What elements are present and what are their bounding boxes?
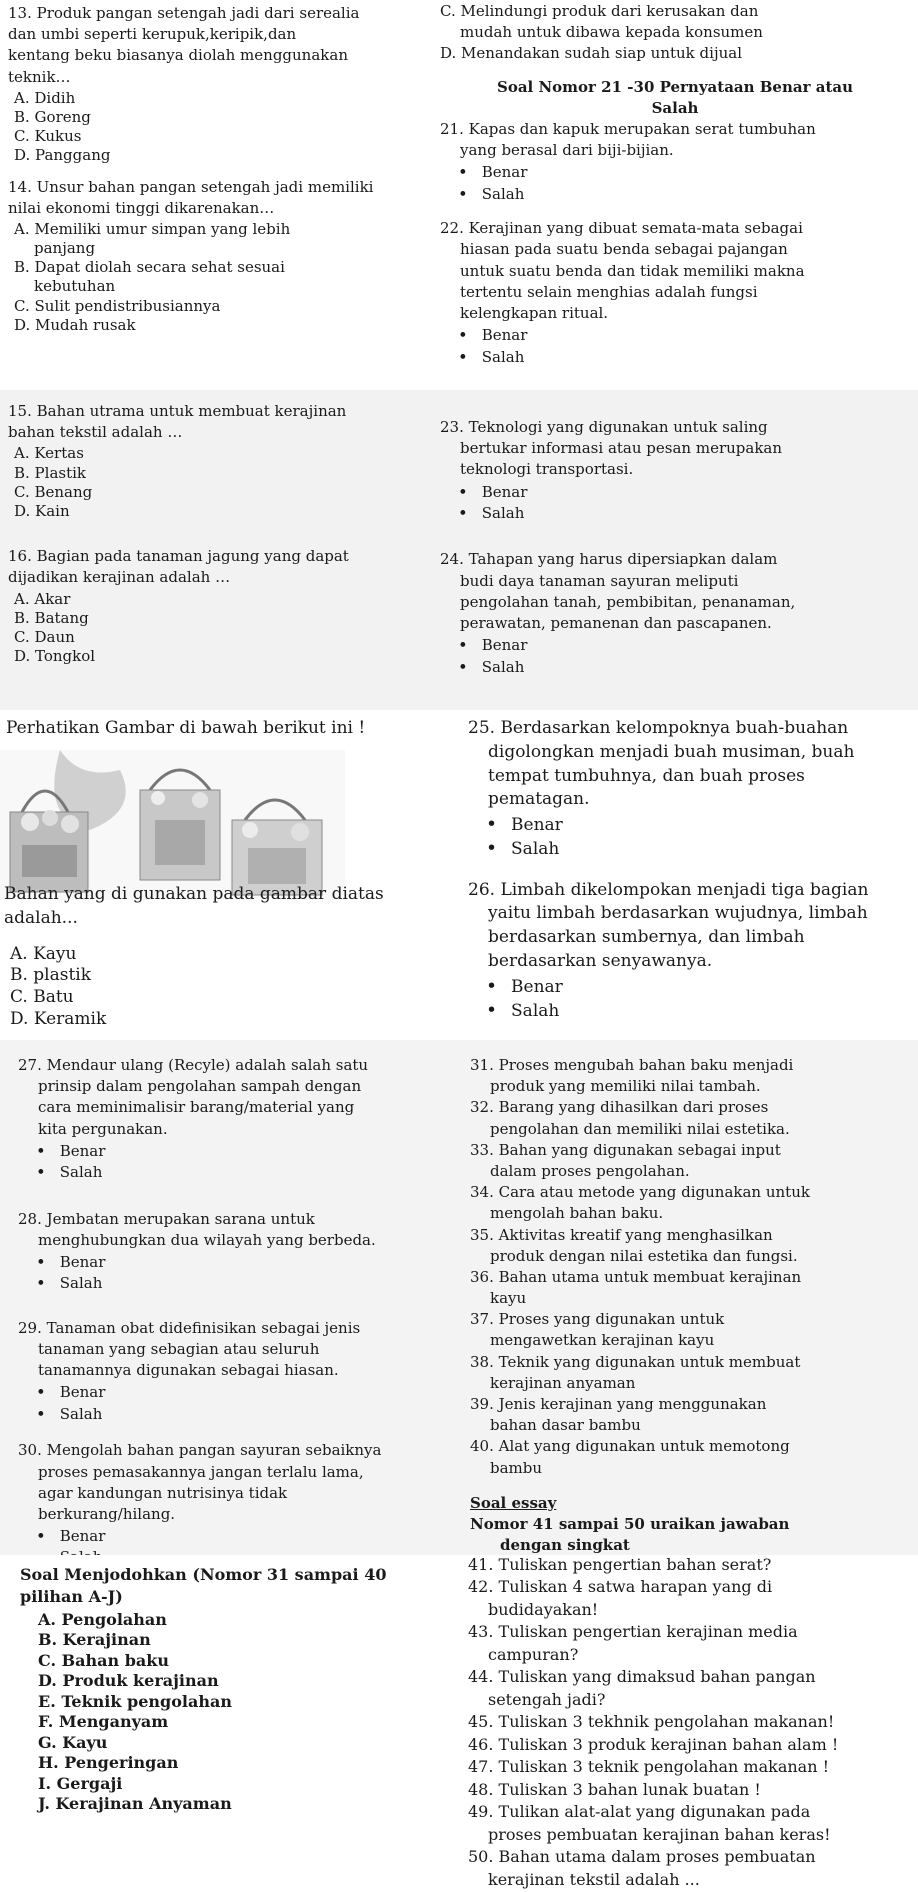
question-28-line: menghubungkan dua wilayah yang berbeda. [38, 1230, 376, 1249]
question-25-line: tempat tumbuhnya, dan buah proses [488, 765, 805, 786]
question-13 [8, 4, 408, 166]
matching-item-line: produk yang memiliki nilai tambah. [490, 1077, 761, 1096]
question-line: 14. Unsur bahan pangan setengah jadi memiliki [8, 177, 374, 196]
essay-item: 41. Tuliskan pengertian bahan serat? [468, 1555, 772, 1574]
essay-subtitle: Nomor 41 sampai 50 uraikan jawaban [470, 1514, 790, 1533]
option: B. Goreng [14, 107, 91, 126]
question-line: adalah... [4, 907, 78, 928]
answer-false: • Salah [36, 1162, 438, 1183]
answer-true: • Benar [486, 975, 908, 999]
picture-question [4, 884, 404, 1031]
matching-option: E. Teknik pengolahan [38, 1691, 232, 1711]
question-23-line: bertukar informasi atau pesan merupakan [460, 439, 783, 458]
question-26-line: berdasarkan sumbernya, dan limbah [488, 927, 805, 948]
answer-true: • Benar [36, 1526, 438, 1547]
matching-option: F. Menganyam [38, 1712, 169, 1732]
answer-true: • Benar [36, 1382, 438, 1403]
question-23: 23. Teknologi yang digunakan untuk saling [440, 418, 768, 436]
right-column [440, 2, 910, 368]
matching-options [20, 1565, 440, 1815]
answer-true: • Benar [486, 813, 908, 837]
option: D. Keramik [10, 1008, 107, 1029]
essay-item: 49. Tulikan alat-alat yang digunakan pada [468, 1802, 811, 1822]
question-24: 24. Tahapan yang harus dipersiapkan dalam [440, 550, 778, 569]
question-24-line: pengolahan tanah, pembibitan, penanaman, [460, 592, 796, 611]
matching-item-line: pengolahan dan memiliki nilai estetika. [490, 1119, 790, 1138]
option: C. Kukus [14, 127, 82, 146]
essay-item: 48. Tuliskan 3 bahan lunak buatan ! [468, 1779, 761, 1799]
essay-item: 42. Tuliskan 4 satwa harapan yang di [468, 1577, 773, 1597]
question-22: 22. Kerajinan yang dibuat semata-mata sebagai [440, 219, 803, 238]
essay-item-line: kerajinan tekstil adalah ... [488, 1869, 700, 1889]
question-line: bahan tekstil adalah … [8, 423, 183, 442]
question-30: 30. Mengolah bahan pangan sayuran sebaiknya [18, 1441, 382, 1460]
option: B. Plastik [14, 463, 87, 482]
answer-true: • Benar [458, 635, 910, 656]
question-29-line: tanaman yang sebagian atau seluruh [38, 1340, 320, 1359]
matching-option: I. Gergaji [38, 1773, 123, 1793]
matching-title: Soal Menjodohkan (Nomor 31 sampai 40 [20, 1565, 387, 1584]
option: C. Batu [10, 987, 74, 1007]
question-22-line: hiasan pada suatu benda sebagai pajangan [460, 240, 788, 259]
answer-false: • Salah [458, 184, 910, 205]
question-29: 29. Tanaman obat didefinisikan sebagai jenis [18, 1318, 361, 1337]
answer-false: • Salah [458, 657, 910, 678]
matching-title: pilihan A-J) [20, 1587, 123, 1607]
matching-item-line: mengolah bahan baku. [490, 1204, 664, 1223]
question-line: dijadikan kerajinan adalah … [8, 568, 231, 587]
essay-item-line: proses pembuatan kerajinan bahan keras! [488, 1824, 831, 1844]
option: C. Melindungi produk dari kerusakan dan [440, 2, 759, 20]
answer-true: • Benar [36, 1252, 438, 1273]
option: C. Sulit pendistribusiannya [14, 296, 221, 315]
question-21-line: yang berasal dari biji-bijian. [460, 141, 674, 160]
option: B. plastik [10, 965, 92, 986]
option: A. Akar [14, 589, 71, 608]
matching-item: 32. Barang yang dihasilkan dari proses [470, 1098, 769, 1117]
essay-item: 43. Tuliskan pengertian kerajinan media [468, 1622, 798, 1642]
option: D. Tongkol [14, 647, 96, 666]
handicraft-photo [0, 750, 345, 900]
matching-item: 38. Teknik yang digunakan untuk membuat [470, 1352, 801, 1371]
essay-item-line: budidayakan! [488, 1599, 599, 1619]
matching-item: 39. Jenis kerajinan yang menggunakan [470, 1395, 767, 1413]
question-22-line: kelengkapan ritual. [460, 303, 609, 322]
left-column [8, 4, 408, 335]
essay-item: 45. Tuliskan 3 tekhnik pengolahan makanan! [468, 1712, 835, 1732]
option: D. Kain [14, 501, 70, 520]
question-24-line: perawatan, pemanenan dan pascapanen. [460, 614, 772, 632]
option: A. Didih [14, 88, 76, 107]
essay-title: Soal essay [470, 1493, 557, 1512]
question-16 [8, 547, 408, 666]
matching-item-line: mengawetkan kerajinan kayu [490, 1331, 715, 1350]
matching-option: H. Pengeringan [38, 1753, 179, 1773]
question-line: Bahan yang di gunakan pada gambar diatas [4, 884, 384, 904]
matching-item-line: bambu [490, 1458, 543, 1477]
answer-true: • Benar [458, 482, 910, 503]
answer-false: • Salah [36, 1273, 438, 1294]
question-line: nilai ekonomi tinggi dikarenakan… [8, 198, 275, 217]
answer-true: • Benar [458, 162, 910, 183]
question-27-line: kita pergunakan. [38, 1119, 168, 1138]
option: C. Benang [14, 482, 93, 501]
panel-matching-and-essay [0, 1555, 918, 1889]
matching-item: 31. Proses mengubah bahan baku menjadi [470, 1056, 794, 1074]
right-column [468, 718, 908, 1023]
question-23-line: teknologi transportasi. [460, 460, 634, 479]
question-28: 28. Jembatan merupakan sarana untuk [18, 1209, 315, 1228]
answer-true: • Benar [458, 325, 910, 346]
matching-item: 34. Cara atau metode yang digunakan untuk [470, 1183, 810, 1202]
matching-item-line: kayu [490, 1289, 527, 1308]
question-24-line: budi daya tanaman sayuran meliputi [460, 571, 739, 590]
option-continued: kebutuhan [34, 277, 116, 296]
option: D. Mudah rusak [14, 315, 136, 334]
question-26-line: berdasarkan senyawanya. [488, 950, 713, 971]
option-continued: mudah untuk dibawa kepada konsumen [460, 23, 763, 42]
option: B. Dapat diolah secara sehat sesuai [14, 258, 285, 277]
option: B. Batang [14, 608, 89, 627]
question-25-line: digolongkan menjadi buah musiman, buah [488, 741, 855, 762]
question-line: teknik… [8, 67, 71, 86]
matching-item: 36. Bahan utama untuk membuat kerajinan [470, 1267, 802, 1286]
question-25: 25. Berdasarkan kelompoknya buah-buahan [468, 718, 849, 738]
matching-option: J. Kerajinan Anyaman [38, 1794, 232, 1814]
option: D. Panggang [14, 146, 111, 165]
section-title: Soal Nomor 21 -30 Pernyataan Benar atau [496, 77, 853, 96]
answer-false: • Salah [458, 503, 910, 524]
question-22-line: untuk suatu benda dan tidak memiliki makna [460, 261, 805, 280]
matching-item-line: bahan dasar bambu [490, 1416, 641, 1435]
option: A. Kertas [14, 444, 84, 463]
option-continued: panjang [34, 239, 96, 258]
right-column [440, 418, 910, 678]
matching-item-line: dalam proses pengolahan. [490, 1161, 690, 1180]
panel-questions-15-24 [0, 390, 918, 710]
matching-item: 35. Aktivitas kreatif yang menghasilkan [470, 1225, 773, 1244]
option: A. Kayu [10, 943, 77, 964]
question-14 [8, 178, 408, 336]
left-column [8, 402, 408, 666]
essay-item: 50. Bahan utama dalam proses pembuatan [468, 1847, 816, 1867]
section-title: Salah [651, 98, 699, 117]
essay-subtitle: dengan singkat [500, 1536, 630, 1555]
panel-questions-13-22 [0, 0, 918, 390]
question-line: 13. Produk pangan setengah jadi dari serealia [8, 4, 360, 22]
question-27: 27. Mendaur ulang (Recyle) adalah salah satu [18, 1056, 369, 1074]
essay-item-line: setengah jadi? [488, 1689, 606, 1709]
essay-questions [468, 1555, 908, 1892]
question-26: 26. Limbah dikelompokan menjadi tiga bagian [468, 879, 869, 900]
answer-false: • Salah [486, 837, 908, 861]
essay-item-line: campuran? [488, 1644, 579, 1664]
question-30-line: proses pemasakannya jangan terlalu lama, [38, 1462, 364, 1481]
answer-false: • Salah [486, 999, 908, 1023]
matching-item: 37. Proses yang digunakan untuk [470, 1310, 725, 1329]
matching-item: 40. Alat yang digunakan untuk memotong [470, 1437, 790, 1456]
essay-item: 44. Tuliskan yang dimaksud bahan pangan [468, 1667, 816, 1687]
question-line: kentang beku biasanya diolah menggunakan [8, 46, 348, 65]
matching-item-line: produk dengan nilai estetika dan fungsi. [490, 1246, 798, 1265]
matching-option: D. Produk kerajinan [38, 1671, 219, 1691]
matching-item-line: kerajinan anyaman [490, 1373, 636, 1392]
question-29-line: tanamannya digunakan sebagai hiasan. [38, 1361, 339, 1380]
answer-false: • Salah [36, 1404, 438, 1425]
right-column [470, 1056, 910, 1557]
matching-option: G. Kayu [38, 1732, 108, 1752]
question-line: 15. Bahan utrama untuk membuat kerajinan [8, 402, 347, 420]
option: D. Menandakan sudah siap untuk dijual [440, 44, 742, 63]
question-21: 21. Kapas dan kapuk merupakan serat tumbuhan [440, 119, 816, 138]
option: C. Daun [14, 627, 75, 646]
option: A. Memiliki umur simpan yang lebih [14, 219, 291, 238]
matching-item: 33. Bahan yang digunakan sebagai input [470, 1140, 781, 1159]
matching-option: A. Pengolahan [38, 1609, 167, 1629]
essay-item: 47. Tuliskan 3 teknik pengolahan makanan ! [468, 1757, 830, 1777]
question-30-line: agar kandungan nutrisinya tidak [38, 1483, 288, 1502]
question-26-line: yaitu limbah berdasarkan wujudnya, limbah [488, 903, 868, 924]
question-27-line: prinsip dalam pengolahan sampah dengan [38, 1077, 362, 1096]
answer-true: • Benar [36, 1141, 438, 1162]
question-30-line: berkurang/hilang. [38, 1504, 176, 1523]
answer-false: • Salah [458, 347, 910, 368]
question-25-line: pematagan. [488, 789, 590, 810]
panel-questions-27-40 [0, 1040, 918, 1555]
question-line: 16. Bagian pada tanaman jagung yang dapat [8, 547, 349, 566]
essay-item: 46. Tuliskan 3 produk kerajinan bahan alam ! [468, 1734, 839, 1754]
question-15 [8, 402, 408, 521]
question-27-line: cara meminimalisir barang/material yang [38, 1098, 355, 1117]
instruction: Perhatikan Gambar di bawah berikut ini ! [6, 718, 366, 738]
left-column [18, 1056, 438, 1569]
matching-option: B. Kerajinan [38, 1630, 151, 1650]
question-line: dan umbi seperti kerupuk,keripik,dan [8, 25, 297, 44]
question-22-line: tertentu selain menghias adalah fungsi [460, 282, 758, 301]
matching-option: C. Bahan baku [38, 1650, 169, 1670]
panel-picture-questions [0, 710, 918, 1040]
